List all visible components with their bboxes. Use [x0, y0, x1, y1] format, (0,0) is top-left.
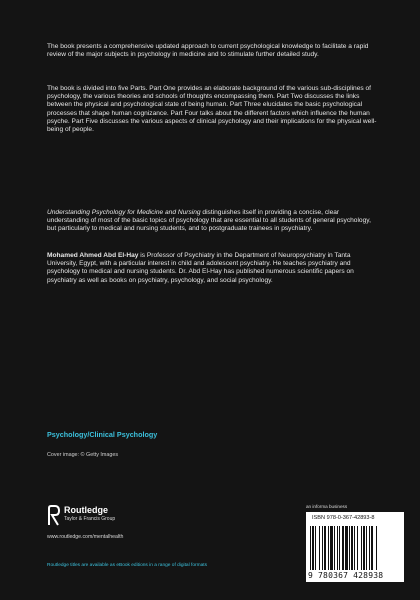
author-line: [47, 252, 379, 285]
publisher-name: Routledge: [64, 505, 108, 515]
book-title: Understanding Psychology for Medicine and Nursing: [47, 209, 201, 216]
barcode-number: 9 780367 428938: [308, 571, 384, 580]
barcode-bar: [330, 526, 333, 570]
informa-tag: an informa business: [306, 504, 348, 509]
publisher-group: Taylor & Francis Group: [64, 516, 116, 522]
barcode-bar: [371, 526, 373, 570]
barcode-bar: [328, 526, 329, 570]
barcode-bar: [334, 526, 335, 570]
barcode-bar: [315, 526, 316, 570]
parts-paragraph: [47, 85, 379, 134]
barcode-bar: [337, 526, 338, 570]
barcode-bar: [312, 526, 314, 570]
barcode-bar: [354, 526, 355, 570]
publisher-url: www.routledge.com/mentalhealth: [47, 534, 124, 540]
barcode-bar: [324, 526, 326, 570]
subject-category: Psychology/Clinical Psychology: [47, 430, 158, 439]
barcode-bar: [322, 526, 323, 570]
barcode-bar: [357, 526, 358, 570]
barcode-bar: [363, 526, 365, 570]
parts-text: The book is divided into five Parts. Part One provides an elaborate background of the various sub-disciplines of psychology, the various theories and schools of thoughts encompassing them. Part Two discusses the links between the physical and psychological state of being human. Part Three elucidates the basic psychological processes that shape human cognizance. Part Four talks about the different factors which influence the human psyche. Part Five discusses the various aspects of clinical psychology and their implications for the physical well-being of people.: [47, 85, 377, 134]
distinguishes-text: distinguishes itself in providing a concise, clear understanding of most of the basic topics of psychology that are essential to all students of general psychology, but particularly to medical and nursing students, and to postgraduate trainees in psychiatry.: [47, 209, 371, 233]
cover-credit: Cover image: © Getty Images: [47, 452, 119, 458]
intro-paragraph: [47, 43, 379, 59]
barcode-bar: [351, 526, 353, 570]
barcode-icon: [310, 526, 400, 570]
barcode-bar: [369, 526, 370, 570]
barcode-bar: [339, 526, 340, 570]
barcode-bar: [319, 526, 320, 570]
author-paragraph: [47, 252, 379, 285]
isbn-text: ISBN 978-0-367-42893-8: [312, 515, 375, 521]
author-bio: is Professor of Psychiatry in the Department of Neuropsychiatry in Tanta University, Egypt, with a particular interest in child and adolescent psychiatry. He teaches psychiatry and psychology to medical and nursing students. Dr. Abd El-Hay has published numerous scientific papers on psychiatry as well as books on psychiatry, psychology, and social psychology.: [47, 252, 354, 284]
barcode-bar: [342, 526, 344, 570]
barcode-bar: [376, 526, 377, 570]
distinguishes-line: [47, 209, 379, 234]
barcode-bar: [345, 526, 348, 570]
barcode-bar: [361, 526, 362, 570]
barcode-bar: [349, 526, 350, 570]
distinguishes-paragraph: [47, 209, 379, 234]
barcode-bar: [366, 526, 367, 570]
barcode-panel: [306, 512, 404, 582]
intro-text: The book presents a comprehensive updated approach to current psychological knowledge to facilitate a rapid review of the major subjects in psychology in medicine and to stimulate further detailed study.: [47, 43, 369, 59]
publisher-logo: [47, 505, 167, 531]
ebook-note: Routledge titles are available as eBook editions in a range of digital formats: [47, 563, 207, 568]
author-name: Mohamed Ahmed Abd El-Hay: [47, 252, 139, 259]
barcode-bar: [310, 526, 311, 570]
routledge-r-icon: [47, 505, 61, 527]
